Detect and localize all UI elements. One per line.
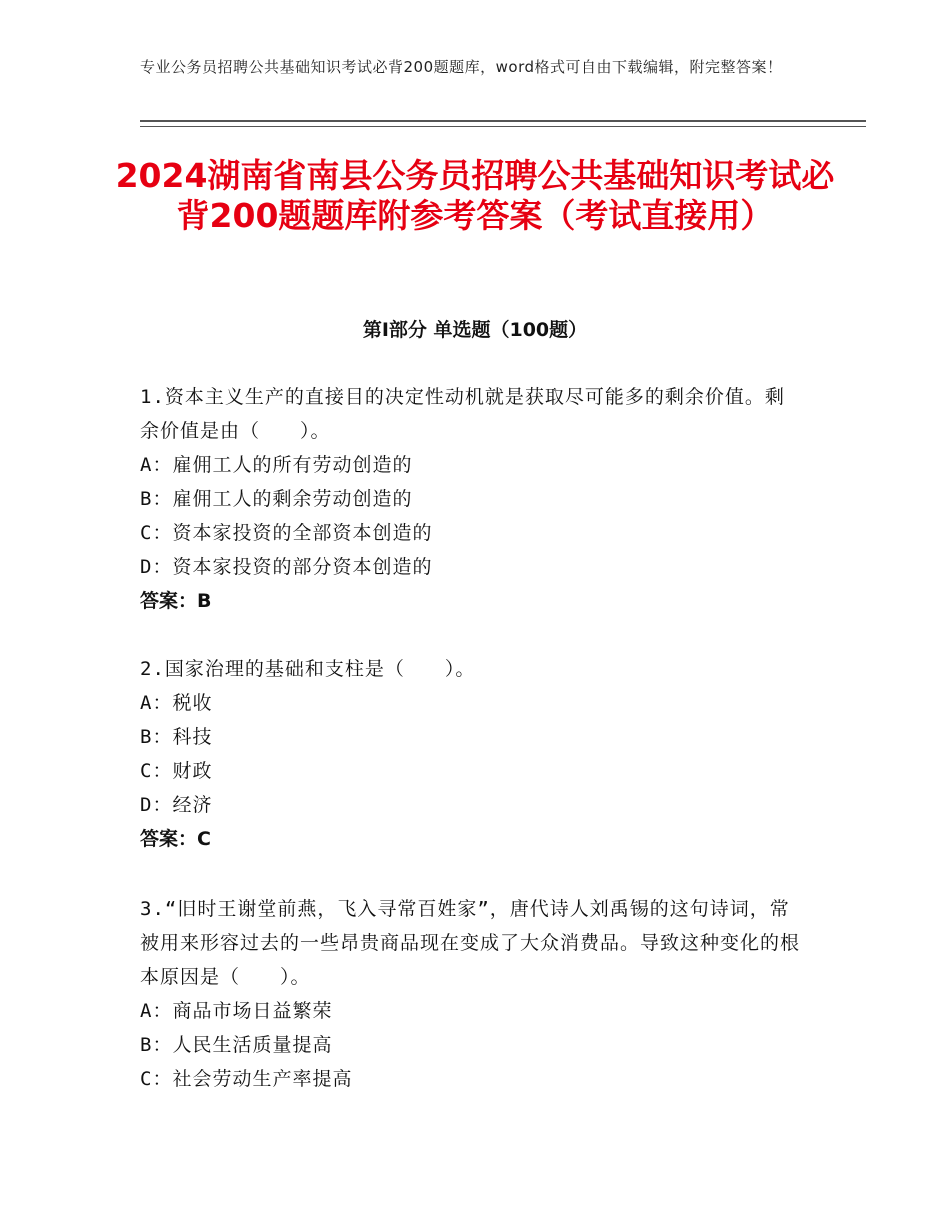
question-1: [140, 380, 800, 618]
option-d: D：资本家投资的部分资本创造的: [140, 556, 433, 578]
option-c: C：资本家投资的全部资本创造的: [140, 522, 433, 544]
question-stem: 3.“旧时王谢堂前燕，飞入寻常百姓家”，唐代诗人刘禹锡的这句诗词，常被用来形容过去的一些昂贵商品现在变成了大众消费品。导致这种变化的根本原因是（ ）。: [140, 898, 801, 988]
option-a: A：税收: [140, 692, 213, 714]
answer: 答案：B: [140, 590, 212, 612]
option-b: B：人民生活质量提高: [140, 1034, 333, 1056]
option-b: B：雇佣工人的剩余劳动创造的: [140, 488, 413, 510]
document-title: 2024湖南省南县公务员招聘公共基础知识考试必背200题题库附参考答案（考试直接用）: [115, 156, 835, 235]
option-d: D：经济: [140, 794, 213, 816]
option-c: C：社会劳动生产率提高: [140, 1068, 353, 1090]
question-2: [140, 652, 800, 856]
section-title: 第Ⅰ部分 单选题（100题）: [362, 319, 588, 341]
question-stem: 2.国家治理的基础和支柱是（ ）。: [140, 658, 476, 680]
header-note: 专业公务员招聘公共基础知识考试必背200题题库，word格式可自由下载编辑，附完整答案！: [140, 58, 783, 76]
option-a: A：雇佣工人的所有劳动创造的: [140, 454, 413, 476]
option-c: C：财政: [140, 760, 213, 782]
answer: 答案：C: [140, 828, 211, 850]
option-b: B：科技: [140, 726, 213, 748]
question-3: [140, 892, 800, 1096]
option-a: A：商品市场日益繁荣: [140, 1000, 333, 1022]
question-stem: 1.资本主义生产的直接目的决定性动机就是获取尽可能多的剩余价值。剩余价值是由（ ）。: [140, 386, 785, 442]
header-divider: [140, 120, 866, 127]
